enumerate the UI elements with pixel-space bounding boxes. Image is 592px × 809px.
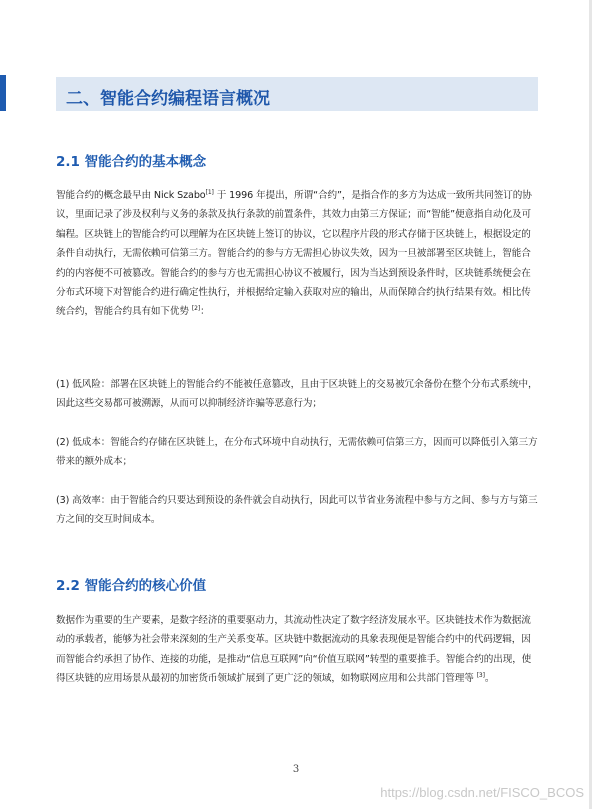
subsection-heading-2-1: 2.1 智能合约的基本概念	[56, 154, 207, 170]
citation-2: [2]	[191, 305, 201, 313]
section-title: 二、智能合约编程语言概况	[66, 89, 270, 109]
advantage-low-cost: (2) 低成本：智能合约存储在区块链上，在分布式环境中自动执行，无需依赖可信第三方，因而可以降低引入第三方带来的额外成本；	[56, 437, 538, 468]
section-marker-bar	[0, 75, 6, 111]
paragraph-concept-text-a: 智能合约的概念最早由 Nick Szabo	[56, 190, 206, 201]
subsection-heading-2-2: 2.2 智能合约的核心价值	[56, 578, 207, 594]
paragraph-concept-text-c: ：	[200, 306, 210, 318]
citation-3: [3]	[476, 672, 485, 680]
paragraph-concept-text-b: 于 1996 年提出，所谓“合约”，是指合作的多方为达成一致所共同签订的协议，里面记录了涉及权利与义务的条款及执行条款的前置条件，其效力由第三方保证；而“智能”便意指自动化及可编程。区块链上的智能合约可以理解为在区块链上签订的协议，它以程序片段的形式存储于区块链上，根据设定的条件自动执行，无需依赖可信第三方。智能合约的参与方无需担心协议失效，因为一旦被部署至区块链上，智能合约的内容便不可被篡改。智能合约的参与方也无需担心协议不被履行，因为当达到预设条件时，区块链系统便会在分布式环境下对智能合约进行确定性执行，并根据给定输入获取对应的输出，从而保障合约执行结果有效。相比传统合约，智能合约具有如下优势	[56, 190, 532, 318]
paragraph-core-value-text-a: 数据作为重要的生产要素，是数字经济的重要驱动力，其流动性决定了数字经济发展水平。区块链技术作为数据流动的承载者，能够为社会带来深刻的生产关系变革。区块链中数据流动的具象表现便是智能合约中的代码逻辑，因而智能合约承担了协作、连接的功能，是推动“信息互联网”向“价值互联网”转型的重要推手。智能合约的出现，使得区块链的应用场景从最初的加密货币领域扩展到了更广泛的领域，如物联网应用和公共部门管理等	[56, 615, 532, 685]
advantage-low-risk: (1) 低风险：部署在区块链上的智能合约不能被任意篡改，且由于区块链上的交易被冗余备份在整个分布式系统中，因此这些交易都可被溯源，从而可以抑制经济诈骗等恶意行为；	[56, 379, 538, 410]
advantage-high-efficiency: (3) 高效率：由于智能合约只要达到预设的条件就会自动执行，因此可以节省业务流程中参与方之间、参与方与第三方之间的交互时间成本。	[56, 495, 538, 526]
paragraph-core-value-text-b: 。	[484, 673, 495, 685]
watermark-url: https://blog.csdn.net/FISCO_BCOS	[380, 785, 584, 800]
paragraph-core-value	[56, 611, 540, 689]
paragraph-concept	[56, 186, 540, 322]
page-number: 3	[292, 764, 300, 775]
citation-1: [1]	[205, 188, 214, 196]
